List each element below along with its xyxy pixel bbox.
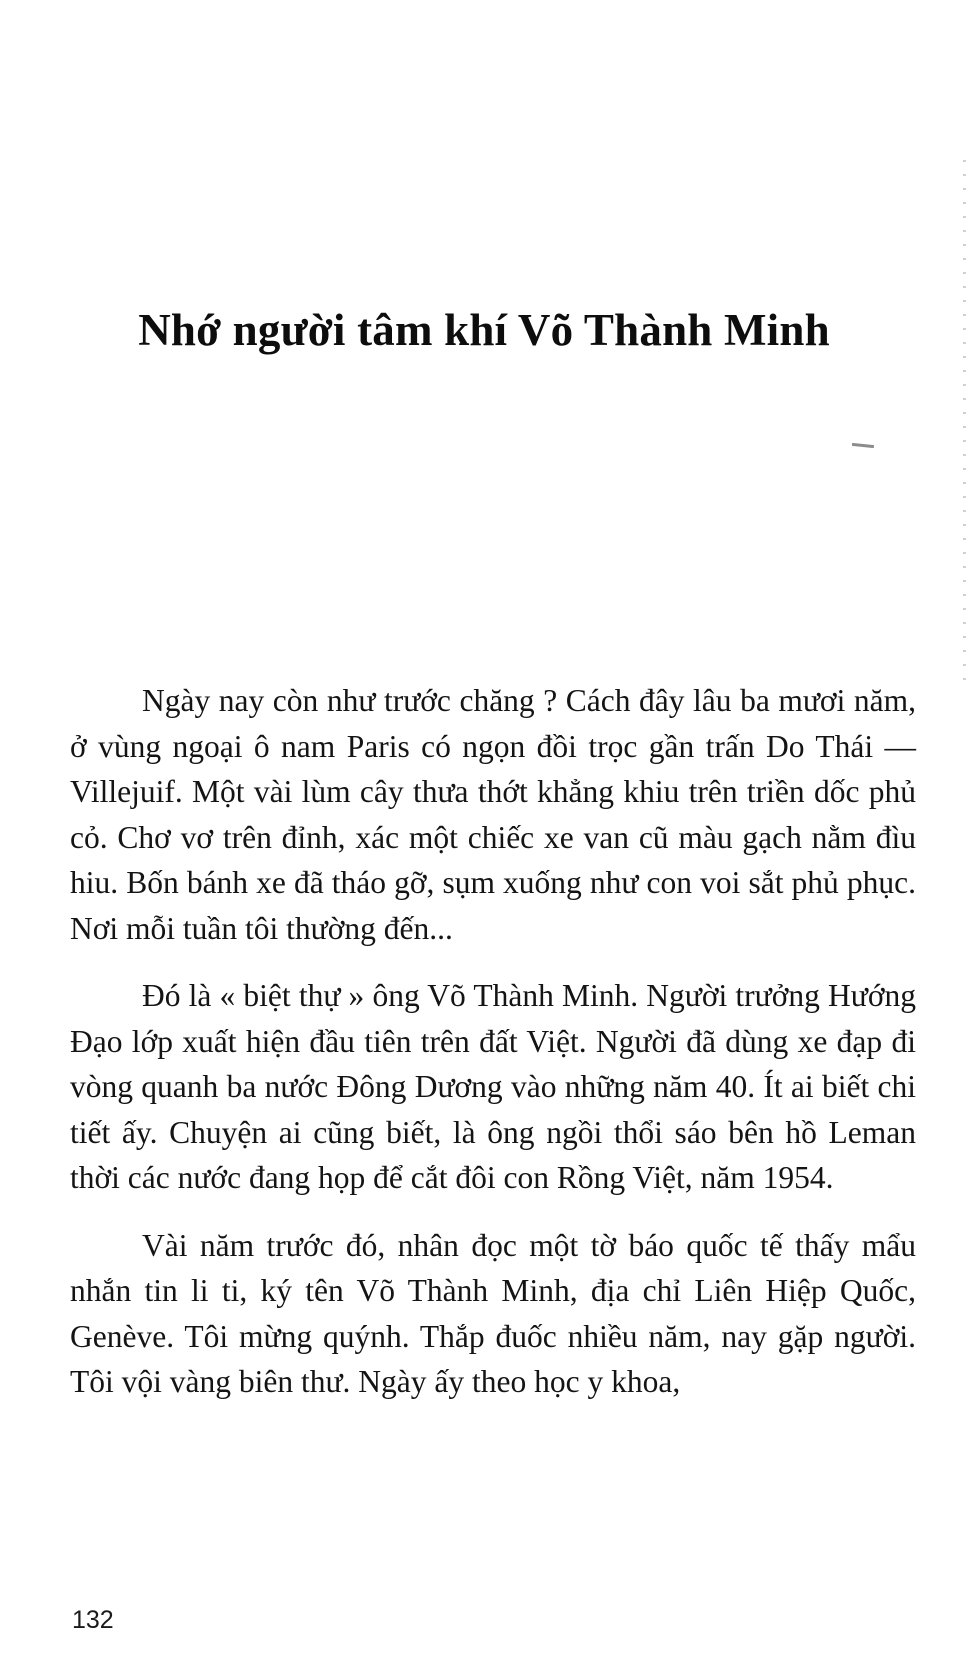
scan-edge-artifact: [963, 160, 966, 680]
page-number: 132: [72, 1606, 114, 1634]
scan-mark-artifact: [852, 443, 874, 448]
paragraph-1: Ngày nay còn như trước chăng ? Cách đây lâu ba mươi năm, ở vùng ngoại ô nam Paris có ngọn đồi trọc gần trấn Do Thái — Villejuif. Một vài lùm cây thưa thớt khẳng khiu trên triền dốc phủ cỏ. Chơ vơ trên đỉnh, xác một chiếc xe van cũ màu gạch nằm đìu hiu. Bốn bánh xe đã tháo gỡ, sụm xuống như con voi sắt phủ phục. Nơi mỗi tuần tôi thường đến...: [70, 683, 916, 946]
body-text: [70, 678, 916, 1427]
paragraph-2: Đó là « biệt thự » ông Võ Thành Minh. Người trưởng Hướng Đạo lớp xuất hiện đầu tiên trên đất Việt. Người đã dùng xe đạp đi vòng quanh ba nước Đông Dương vào những năm 40. Ít ai biết chi tiết ấy. Chuyện ai cũng biết, là ông ngồi thổi sáo bên hồ Leman thời các nước đang họp để cắt đôi con Rồng Việt, năm 1954.: [70, 978, 916, 1195]
chapter-title: Nhớ người tâm khí Võ Thành Minh: [138, 305, 830, 355]
paragraph-3: Vài năm trước đó, nhân đọc một tờ báo quốc tế thấy mẩu nhắn tin li ti, ký tên Võ Thành Minh, địa chỉ Liên Hiệp Quốc, Genève. Tôi mừng quýnh. Thắp đuốc nhiều năm, nay gặp người. Tôi vội vàng biên thư. Ngày ấy theo học y khoa,: [70, 1227, 916, 1399]
